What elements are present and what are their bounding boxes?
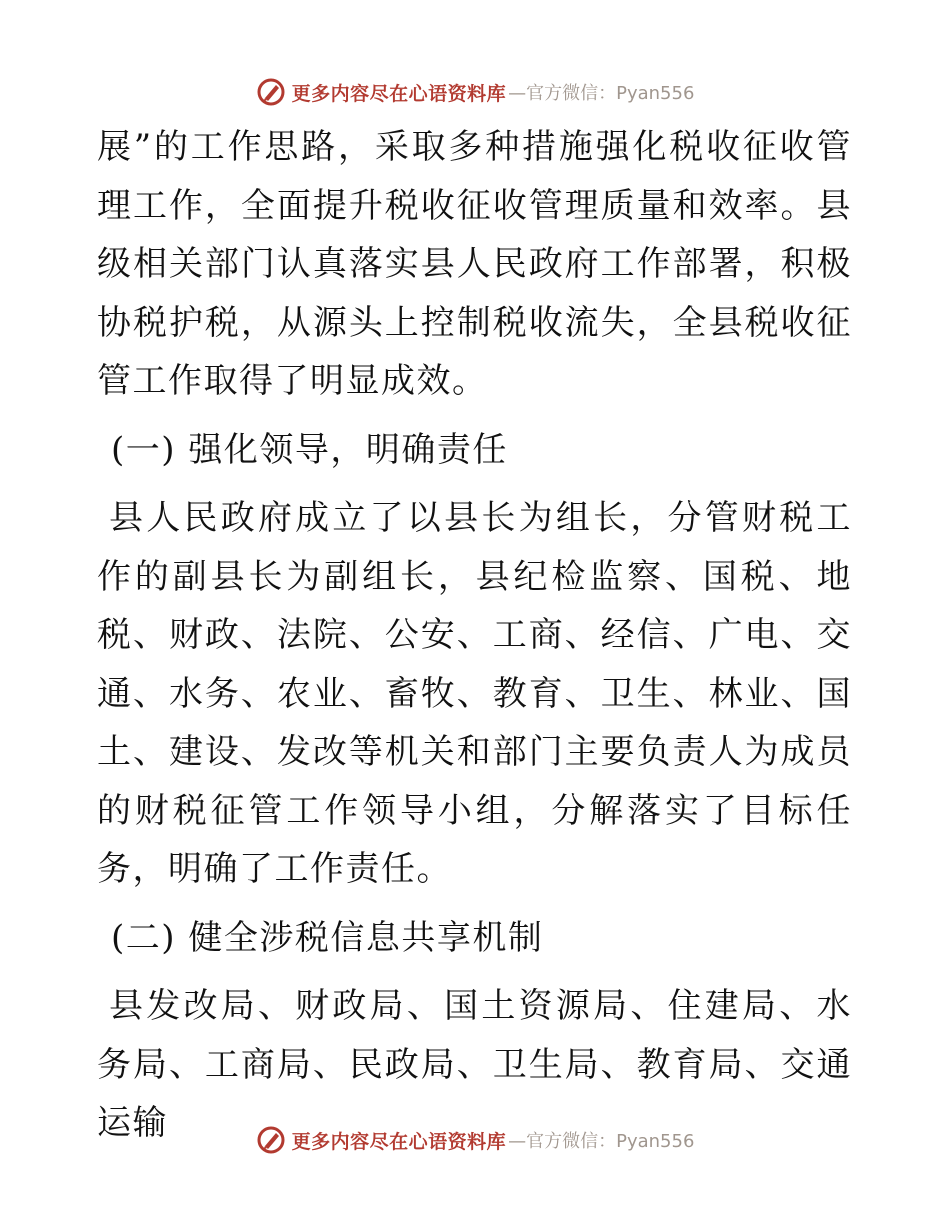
section-heading-2: (二) 健全涉税信息共享机制 [111, 917, 544, 958]
document-body [97, 118, 852, 1153]
watermark-contact: —官方微信：Pyan556 [508, 83, 695, 104]
footer-watermark [0, 1120, 950, 1160]
pen-logo-icon [256, 1125, 286, 1155]
section-heading-1: (一) 强化领导，明确责任 [111, 429, 508, 470]
header-watermark [0, 72, 950, 112]
paragraph-leadership: 县人民政府成立了以县长为组长，分管财税工作的副县长为副组长，县纪检监察、国税、地税、财政、法院、公安、工商、经信、广电、交通、水务、农业、畜牧、教育、卫生、林业、国土、建设、发改等机关和部门主要负责人为成员的财税征管工作领导小组，分解落实了目标任务，明确了工作责任。 [97, 498, 852, 889]
watermark-brand: 更多内容尽在心语资料库 [291, 82, 507, 105]
watermark-contact: —官方微信：Pyan556 [508, 1131, 695, 1152]
paragraph-info-sharing: 县发改局、财政局、国土资源局、住建局、水务局、工商局、民政局、卫生局、教育局、交通运输 [97, 986, 852, 1143]
paragraph-intro: 展”的工作思路，采取多种措施强化税收征收管理工作，全面提升税收征收管理质量和效率。县级相关部门认真落实县人民政府工作部署，积极协税护税，从源头上控制税收流失，全县税收征管工作取得了明显成效。 [97, 127, 852, 401]
watermark-brand: 更多内容尽在心语资料库 [291, 1130, 507, 1153]
pen-logo-icon [256, 77, 286, 107]
